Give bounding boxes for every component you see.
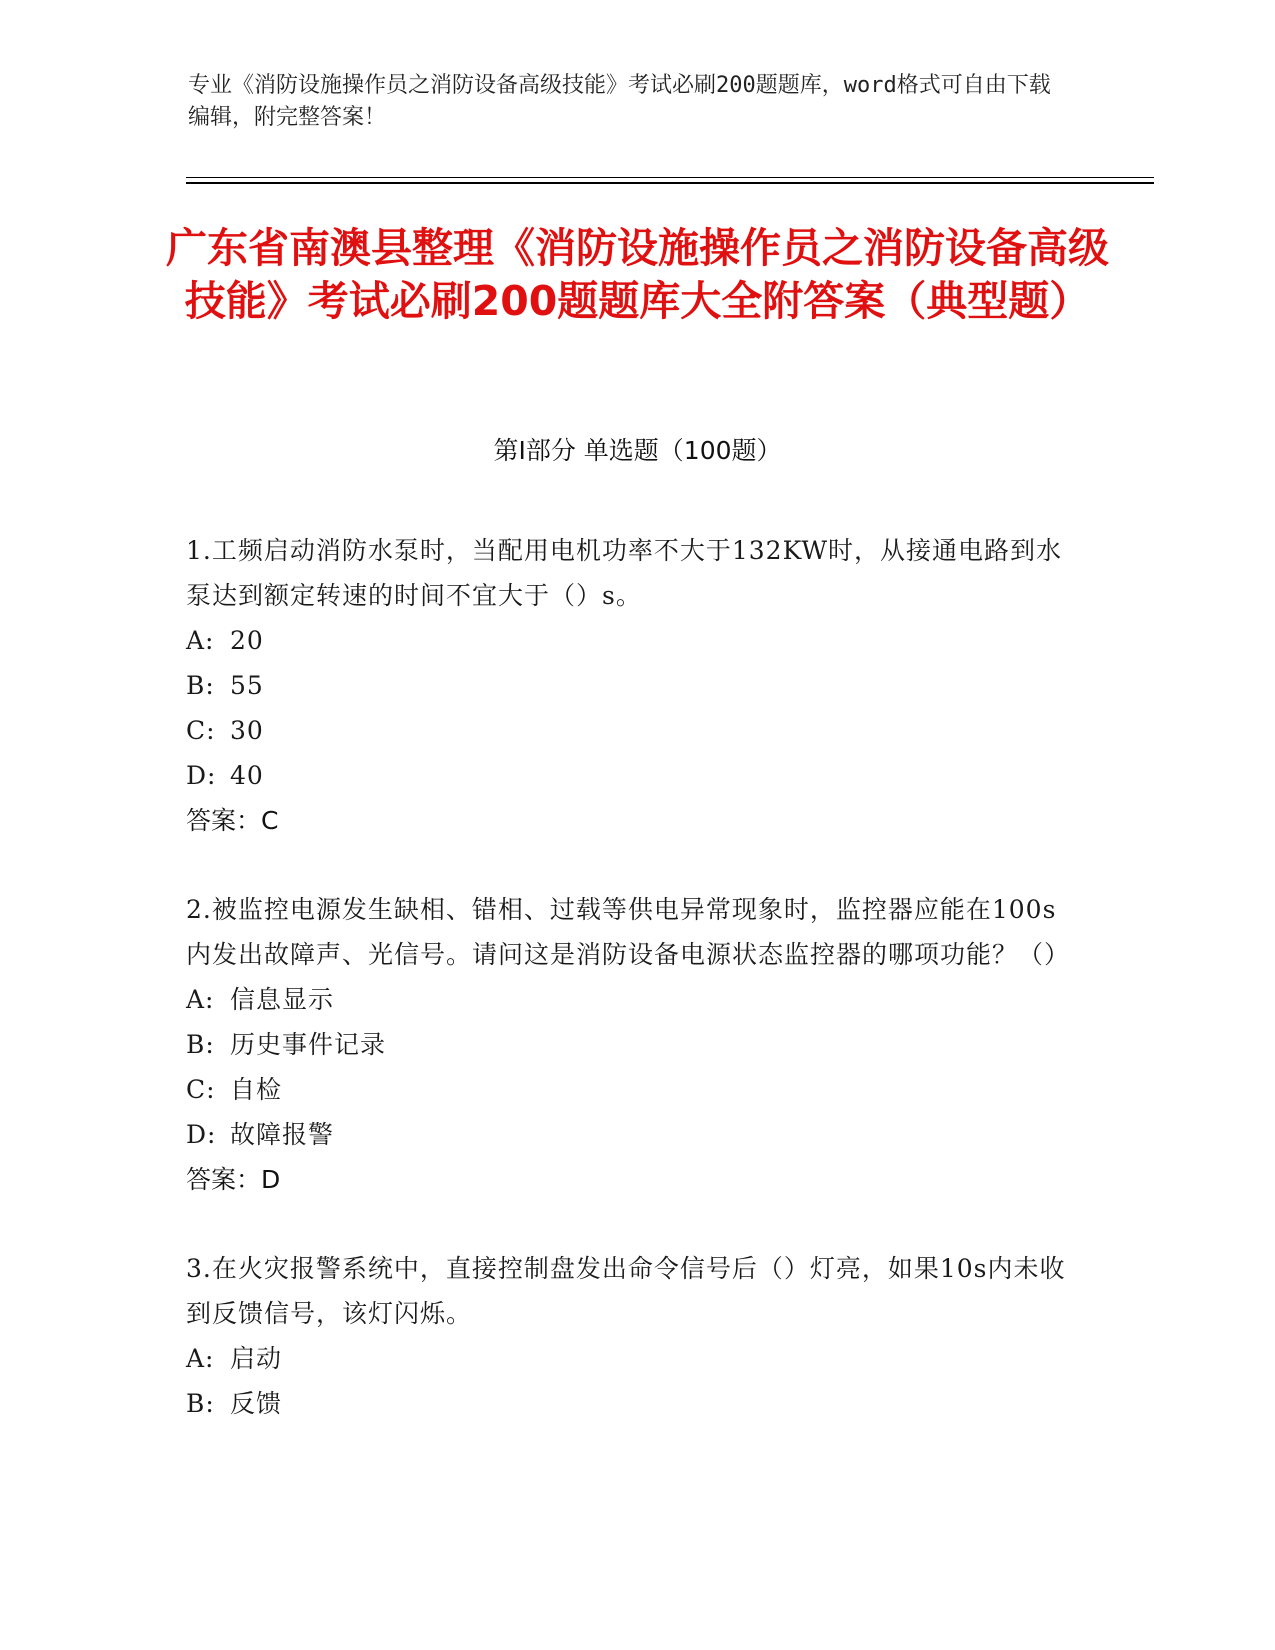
- option-key: D:: [186, 1120, 217, 1149]
- option-text: 反馈: [230, 1389, 283, 1418]
- question-3: [186, 1246, 1076, 1426]
- option-text: 20: [230, 626, 264, 655]
- option-a: [186, 1336, 1076, 1381]
- header-note: 专业《消防设施操作员之消防设备高级技能》考试必刷200题题库，word格式可自由下载编辑，附完整答案！: [188, 73, 1051, 130]
- option-b: [186, 1022, 1076, 1067]
- option-key: B:: [186, 1030, 215, 1059]
- question-stem: 3.在火灾报警系统中，直接控制盘发出命令信号后（）灯亮，如果10s内未收到反馈信号，该灯闪烁。: [186, 1254, 1066, 1328]
- option-d: [186, 753, 1076, 798]
- option-text: 启动: [230, 1344, 283, 1373]
- option-key: A:: [186, 626, 215, 655]
- option-text: 信息显示: [230, 985, 335, 1014]
- option-text: 自检: [230, 1075, 283, 1104]
- option-a: [186, 618, 1076, 663]
- option-b: [186, 1381, 1076, 1426]
- option-a: [186, 977, 1076, 1022]
- option-key: D:: [186, 761, 217, 790]
- answer-line: 答案：D: [186, 1165, 281, 1194]
- header-rule-thin: [186, 177, 1154, 178]
- option-text: 30: [230, 716, 264, 745]
- section-heading: 第I部分 单选题（100题）: [493, 436, 782, 465]
- option-c: [186, 1067, 1076, 1112]
- question-1: [186, 528, 1076, 843]
- option-key: A:: [186, 1344, 215, 1373]
- header-rule-thick: [186, 182, 1154, 184]
- option-text: 40: [230, 761, 264, 790]
- option-key: C:: [186, 716, 216, 745]
- option-key: C:: [186, 1075, 216, 1104]
- option-c: [186, 708, 1076, 753]
- option-text: 55: [230, 671, 264, 700]
- option-d: [186, 1112, 1076, 1157]
- question-stem: 1.工频启动消防水泵时，当配用电机功率不大于132KW时，从接通电路到水泵达到额定转速的时间不宜大于（）s。: [186, 536, 1063, 610]
- question-list: [186, 528, 1076, 1470]
- option-key: A:: [186, 985, 215, 1014]
- option-text: 历史事件记录: [230, 1030, 387, 1059]
- question-2: [186, 887, 1076, 1202]
- option-key: B:: [186, 671, 215, 700]
- document-title: 广东省南澳县整理《消防设施操作员之消防设备高级技能》考试必刷200题题库大全附答案（典型题）: [166, 224, 1109, 325]
- answer-line: 答案：C: [186, 806, 279, 835]
- option-key: B:: [186, 1389, 215, 1418]
- option-text: 故障报警: [230, 1120, 335, 1149]
- option-b: [186, 663, 1076, 708]
- question-stem: 2.被监控电源发生缺相、错相、过载等供电异常现象时，监控器应能在100s内发出故障声、光信号。请问这是消防设备电源状态监控器的哪项功能？（）: [186, 895, 1071, 969]
